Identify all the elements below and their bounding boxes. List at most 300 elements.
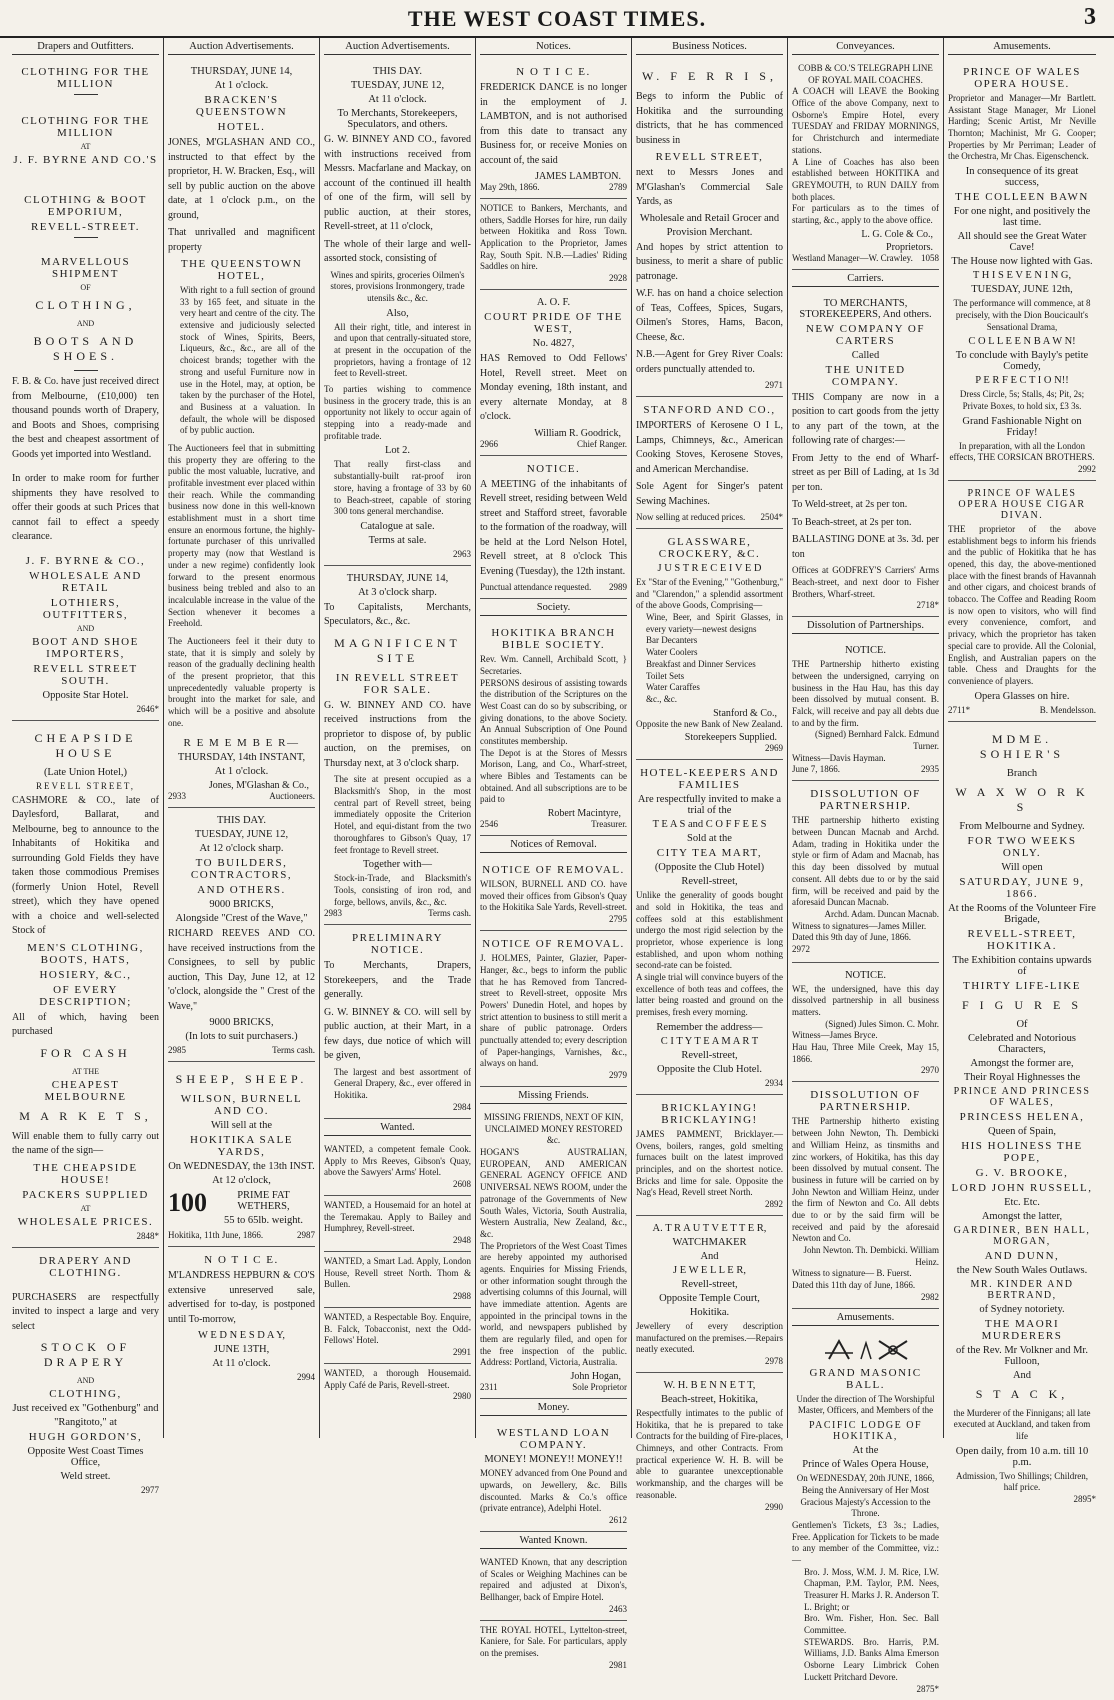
ad-number: 2311: [480, 1382, 498, 1393]
ad-number: 2978: [765, 1356, 783, 1366]
ad-line: Revell-street,: [681, 876, 738, 888]
ad-line: CITY TEA MART,: [656, 847, 763, 860]
masonic-emblem-icon: [792, 1334, 939, 1364]
ad-line: MAGNIFICENT SITE: [334, 635, 461, 665]
ad-number: 2718*: [916, 600, 939, 611]
ad-number: 2982: [921, 1291, 939, 1302]
ad-number: 2934: [765, 1077, 783, 1088]
column-drapers: [8, 38, 164, 1495]
signature: L. G. Cole & Co.,: [861, 228, 933, 240]
ad-line: The Exhibition contains upwards of: [952, 954, 1092, 977]
ad-line: In consequence of its great success,: [965, 166, 1079, 189]
divider: [74, 94, 98, 95]
sheep-auction-ad: [168, 1062, 315, 1247]
column-business: [632, 38, 788, 1512]
holmes-removal: [480, 931, 627, 1087]
ad-line: Hokitika, 11th June, 1866.: [168, 1230, 264, 1241]
ad-line: Their Royal Highnesses the: [963, 1071, 1081, 1083]
loan-company-ad: [480, 1420, 627, 1532]
ad-line: PRINCESS HELENA,: [959, 1110, 1085, 1123]
ad-line: M A R K E T S,: [19, 1108, 152, 1123]
ad-text: WANTED Known, that any description of Scales or Weighing Machines can be repaired and adjusted at Dixon's, Bellhanger, back of Empire Hotel.: [480, 1556, 627, 1602]
ad-text: CASHMORE & CO., late of Daylesford, Ballarat, and Melbourne, beg to announce to the Inhabitants of Hokitika and surrounding Gold Fields they have taken those commodious Premises (formerly Union Hotel, Revell street), which they have opened with a choice and well-selected Stock of: [12, 794, 159, 936]
ad-line: 9000 BRICKS,: [209, 899, 274, 911]
ad-line: On WEDNESDAY, the 13th INST.: [168, 1161, 315, 1173]
ad-text: Respectfully intimates to the public of Hokitika, that he is prepared to take Contracts for the building of Fire-places, Chimneys, and other Contracts. From practical experience W. H. B. will be able to guarantee unexceptionable workmanship, and the charges will be reasonable.: [636, 1408, 783, 1500]
ad-text: MISSING FRIENDS, NEXT OF KIN, UNCLAIMED MONEY RESTORED &c.: [483, 1112, 624, 1146]
ad-number: 2935: [921, 764, 939, 775]
ad-line: "Rangitoto," at: [54, 1417, 117, 1428]
section-heading-missing: Missing Friends.: [480, 1087, 627, 1104]
ad-line: DISSOLUTION OF PARTNERSHIP.: [810, 788, 921, 813]
ad-line: And: [1012, 1369, 1032, 1381]
ad-number: 2948: [453, 1234, 471, 1245]
column-heading: Auction Advertisements.: [324, 38, 471, 55]
ad-text: On WEDNESDAY, 20th JUNE, 1866, Being the Anniversary of Her Most Gracious Majesty's Accession to the Throne.: [796, 1473, 935, 1519]
ad-line: 9000 BRICKS,: [209, 1017, 274, 1029]
ad-text: FREDERICK DANCE is no longer in the employment of J. LAMBTON, and is not authorised from this date to transact any Business for, or receive Monies on account of, the said: [480, 82, 627, 166]
ad-text: The largest and best assortment of General Drapery, &c., ever offered in Hokitika.: [334, 1066, 471, 1101]
ad-line: At 12 o'clock,: [212, 1175, 271, 1187]
ad-line: A. T R A U T V E T T E R,: [652, 1222, 767, 1234]
ad-text: RICHARD REEVES AND CO. have received instructions from the Consignees, to sell by public auction, This Day, June 12, at 12 'o'clock, alongside the " Crest of the Wave,": [168, 928, 315, 1012]
list-item: Toilet Sets: [646, 670, 685, 681]
column-heading: Amusements.: [948, 38, 1096, 55]
ad-text: Witness—Davis Hayman.: [792, 752, 886, 763]
ad-line: AND DUNN,: [984, 1249, 1060, 1262]
simon-mohr-dissolution: [792, 963, 939, 1083]
ad-number: 2892: [765, 1198, 783, 1209]
ad-text: Dress Circle, 5s; Stalls, 4s; Pit, 2s; Private Boxes, to hold six, £3 3s.: [959, 389, 1085, 411]
ad-line: P E R F E C T I O N!!: [975, 375, 1069, 387]
ad-line: R E M E M B E R—: [183, 737, 300, 750]
ad-text: W.F. has on hand a choice selection of Teas, Coffees, Spices, Sugars, Oilmen's Stores, Hams, Bacon, Cheese, &c.: [636, 288, 783, 343]
ad-line: LOTHIERS, OUTFITTERS,: [42, 596, 129, 621]
ad-line: Opera Glasses on hire.: [974, 690, 1070, 702]
ad-number: 2991: [453, 1347, 471, 1358]
ad-line: NOTICE OF REMOVAL.: [482, 864, 625, 877]
ad-line: THIRTY LIFE-LIKE: [963, 979, 1081, 992]
ad-text: Proprietor and Manager—Mr Bartlett. Assistant Stage Manager, Mr Lionel Harding; Scenic Artist, Mr Neville Thornton; Machinist, Mr G. Cooper; Properties by Mr Perriman; Leader of the Orchestra, Mr Chas. Eigenschenck.: [948, 93, 1096, 162]
ad-line: REVELL STREET SOUTH.: [33, 662, 138, 687]
postponed-sale-notice: [168, 1247, 315, 1388]
ad-number: 2895*: [1073, 1494, 1096, 1504]
ad-line: Catalogue at sale.: [360, 520, 435, 532]
ad-number: 2980: [453, 1391, 471, 1402]
ad-text: Wine, Beer, and Spirit Glasses, in every variety—newest designs: [646, 612, 783, 634]
ad-number: 2546: [480, 819, 498, 830]
ad-line: THURSDAY, 14th INSTANT,: [177, 752, 306, 764]
ad-text: THE partnership hitherto existing between Duncan Macnab and Archd. Adam, trading in Hokitika under the style or firm of Adam and Macnab, has this day been dissolved by mutual consent. All debts due to or by the said firm, will be received and paid by the aforesaid Duncan Macnab.: [792, 815, 939, 908]
ad-line: At the Rooms of the Volunteer Fire Brigade,: [948, 902, 1096, 925]
ad-line: Weld street.: [60, 1471, 111, 1482]
ad-line: FOR CASH: [40, 1045, 131, 1060]
ad-line: Terms cash.: [428, 908, 471, 919]
stanford-kerosene-ad: [636, 397, 783, 529]
ad-text: STEWARDS. Bro. Harris, P.M. Williams, J.D. Banks Alma Emerson Osborne Leary Limbrick Cohen Luckett Pritchard Devore.: [804, 1636, 939, 1682]
ad-text: That unrivalled and magnificent property: [168, 227, 315, 253]
ad-line: REVELL-STREET.: [30, 221, 141, 233]
ad-line: CLOTHING,: [35, 298, 136, 312]
ad-line: J. F. BYRNE AND CO.'S: [13, 154, 158, 166]
ad-text: Sole Agent for Singer's patent Sewing Machines.: [636, 481, 783, 507]
ad-line: TO BUILDERS, CONTRACTORS,: [190, 857, 293, 882]
ad-text: Rev. Wm. Cannell, Archibald Scott, } Secretaries.: [480, 654, 627, 676]
ad-line: Westland Manager—W. Crawley.: [792, 252, 913, 263]
ad-text: WILSON, BURNELL AND CO. have moved their offices from Gibson's Quay to the Hokitika Sale Yards, Revell-street.: [480, 879, 627, 913]
ad-line: THURSDAY, JUNE 14,: [190, 66, 293, 77]
cobb-coaches-ad: [792, 59, 939, 270]
ad-line: THURSDAY, JUNE 14,: [346, 572, 449, 584]
ad-text: Witness to signature— B. Fuerst.: [792, 1268, 912, 1279]
ad-line: N O T I C E.: [204, 1254, 279, 1267]
ad-number: 2504*: [760, 512, 783, 522]
signature-title: Sole Proprietor: [572, 1382, 627, 1393]
signature: John Newton. Th. Dembicki. William Heinz.: [803, 1245, 939, 1267]
ad-text: To parties wishing to commence business in the grocery trade, this is an opportunity not likely to occur again of stepping into a ready-made and profitable trade.: [324, 384, 471, 441]
glassware-ad: [636, 529, 783, 760]
ad-line: Hokitika.: [689, 1306, 730, 1318]
ad-number: 2969: [765, 743, 783, 754]
column-auctions-1: [164, 38, 320, 1438]
column-notices: [476, 38, 632, 1670]
ad-number: 2711*: [948, 704, 971, 715]
wanted-ad: [324, 1308, 471, 1364]
ad-text: To Beach-street, at 2s per ton.: [792, 516, 912, 528]
ad-text: From Jetty to the end of Wharf-street as per Bill of Lading, at 1s 3d per ton.: [792, 452, 939, 493]
ad-line: BOOT AND SHOE IMPORTERS,: [32, 635, 139, 660]
ad-number: 2646*: [136, 703, 159, 714]
ad-line: FOR TWO WEEKS ONLY.: [967, 834, 1077, 859]
ad-text: A single trial will convince buyers of the excellence of both teas and coffees, the latter being roasted and ground on the premises, fresh every morning.: [636, 972, 783, 1018]
column-conveyances: [788, 38, 944, 1694]
ad-line: THE COLLEEN BAWN: [955, 191, 1089, 204]
ad-line: Terms cash.: [272, 1045, 315, 1056]
ad-number: 2979: [609, 1070, 627, 1080]
ad-text: The whole of their large and well-assorted stock, consisting of: [324, 238, 471, 264]
ad-line: Grand Fashionable Night on Friday!: [962, 415, 1082, 438]
section-heading-money: Money.: [480, 1399, 627, 1416]
ad-line: Branch: [1006, 767, 1038, 779]
ad-number: 2985: [168, 1045, 186, 1056]
ad-line: F I G U R E S: [961, 997, 1082, 1012]
ad-line: GLASSWARE, CROCKERY, &C.: [658, 536, 761, 560]
signature: Archd. Adam. Duncan Macnab.: [824, 908, 939, 919]
waxworks-ad: [948, 722, 1096, 1510]
ad-text: The Proprietors of the West Coast Times are hereby appointed my authorised agents. Enquiries for Missing Friends, or other information sought through the advertising columns of this Journal, will have immediate attention. Agents are appointed in the principal towns in the world, and newspapers published by them are regularly filed, and open for the free inspection of the public. Address: Portland, Victoria, Australia.: [480, 1240, 627, 1368]
meeting-notice: [480, 456, 627, 600]
ad-line: N O T I C E.: [516, 66, 591, 78]
ad-line: C I T Y T E A M A R T: [660, 1035, 759, 1047]
ad-line: REVELL-STREET, HOKITIKA.: [967, 927, 1077, 952]
bennett-builder-ad: [636, 1373, 783, 1518]
ad-line: COURT PRIDE OF THE WEST,: [484, 311, 623, 336]
binney-stock-auction-ad: [324, 59, 471, 566]
bible-society-ad: [480, 620, 627, 836]
ad-line: Provision Merchant.: [666, 226, 753, 238]
ad-line: COBB & CO.'S TELEGRAPH LINE OF ROYAL MAIL COACHES.: [798, 63, 933, 85]
ad-line: J E W E L L E R,: [673, 1264, 746, 1276]
ad-number: 2970: [921, 1065, 939, 1076]
ad-line: At 11 o'clock.: [368, 94, 427, 105]
ad-line: HIS HOLINESS THE POPE,: [961, 1139, 1083, 1164]
ad-text: Ex "Star of the Evening," "Gothenburg," and "Clarendon," a splendid assortment of the above Goods, Comprising—: [636, 577, 783, 611]
ad-line: Celebrated and Notorious Characters,: [968, 1032, 1076, 1055]
ad-line: THE CHEAPSIDE HOUSE!: [33, 1161, 138, 1186]
section-heading-amusements: Amusements.: [792, 1309, 939, 1326]
ad-line: From Melbourne and Sydney.: [959, 820, 1085, 832]
ad-line: JUNE 13TH,: [213, 1344, 270, 1356]
falck-dissolution: [792, 638, 939, 781]
ad-text: THE ROYAL HOTEL, Lyttelton-street, Kaniere, for Sale. For particulars, apply on the premises.: [480, 1624, 627, 1658]
lot-quantity: 100: [168, 1188, 207, 1218]
ad-line: REVELL STREET,: [36, 780, 135, 791]
ad-line: J U S T R E C E I V E D: [657, 563, 762, 574]
ad-line: May 29th, 1866.: [480, 182, 540, 192]
signature: Robert Macintyre,: [547, 808, 621, 820]
ad-line: STOCK OF DRAPERY: [40, 1340, 131, 1369]
ad-line: BRACKEN'S QUEENSTOWN: [195, 94, 288, 118]
ad-text: All of which, having been purchased: [12, 1011, 159, 1037]
ad-text: PERSONS desirous of assisting towards the distribution of the Scriptures on the West Coast can do so by subscribing, or giving donations, to the above Society. An Annual Subscription of One Pound constitutes membership.: [480, 677, 627, 746]
ad-line: W. H. B E N N E T T,: [663, 1380, 756, 1391]
ad-line: GRAND MASONIC BALL.: [809, 1366, 922, 1391]
ad-text: WANTED, a Respectable Boy. Enquire, B. Falck, Tobacconist, next the Odd-Fellows' Hotel.: [324, 1312, 471, 1346]
ad-line: Alongside "Crest of the Wave,": [175, 913, 308, 925]
ad-line: Queen of Spain,: [988, 1125, 1056, 1137]
ad-line: WHOLESALE AND RETAIL: [29, 569, 142, 594]
ad-line: THE UNITED COMPANY.: [825, 363, 906, 388]
ad-line: Lot 2.: [384, 445, 411, 457]
wanted-ad: [324, 1140, 471, 1196]
ad-line: MR. KINDER AND BERTRAND,: [970, 1278, 1074, 1301]
ad-text: A Line of Coaches has also been established between HOKITIKA and GREYMOUTH, to RUN DAILY from both places.: [792, 156, 939, 202]
ad-text: THE Partnership hitherto existing between John Newton, Th. Dembicki and William Heinz, as tinsmiths and zinc workers, of Hokitika, has this day been dissolved by mutual consent. The business in future will be carried on by John Newton and William Heinz, under the firm of Newton and Co. All debts due to or by the said firm will be received and paid by the aforesaid Newton and Co.: [792, 1116, 939, 1244]
ad-line: Punctual attendance requested.: [480, 582, 592, 593]
ad-line: THIS DAY.: [216, 815, 266, 827]
section-heading-dissolution: Dissolution of Partnerships.: [792, 617, 939, 634]
ad-text: To Capitalists, Merchants, Speculators, &c., &c.: [324, 601, 471, 628]
scales-ad: [480, 1553, 627, 1621]
ad-line: DISSOLUTION OF PARTNERSHIP.: [810, 1089, 921, 1114]
ad-line: Opposite Temple Court,: [659, 1292, 760, 1304]
ad-text: G. W. BINNEY AND CO., favored with instructions received from Messrs. Macfarlane and Mackay, on account of the continued ill health of one of the firm, will sell by public auction, at their stores, Revell-street, at 11 o'clock,: [324, 134, 471, 232]
signature-title: Chief Ranger.: [577, 438, 627, 449]
ad-text: F. B. & Co. have just received direct from Melbourne, (£10,000) ten thousand pounds worth of Drapery, and Boots and Shoes, comprising the best and cheapest assortment of Goods yet imported into Westland.: [12, 376, 159, 460]
ad-line: Amongst the latter,: [981, 1210, 1063, 1222]
queenstown-hotel-ad: [168, 59, 315, 808]
ad-text: Wines and spirits, groceries Oilmen's stores, provisions Ironmongery, trade utensils &c., &c.: [330, 269, 465, 303]
ad-text: N.B.—Agent for Grey River Coals: orders punctually attended to.: [636, 349, 783, 375]
ad-line: Amongst the former are,: [970, 1057, 1074, 1069]
ad-text: PURCHASERS are respectfully invited to inspect a large and very select: [12, 1291, 159, 1332]
ad-number: 2988: [453, 1291, 471, 1301]
ad-line: Also,: [386, 307, 409, 319]
ad-number: 2981: [609, 1659, 627, 1670]
ad-line: (Opposite the Club Hotel): [654, 862, 765, 874]
list-item: &c., &c.: [646, 693, 677, 704]
ad-text: The performance will commence, at 8 precisely, with the Dion Boucicault's Sensational Drama,: [953, 298, 1091, 332]
ad-text: In preparation, with all the London effects, THE CORSICAN BROTHERS.: [949, 440, 1095, 463]
ad-line: Opposite West Coast Times Office,: [27, 1446, 144, 1468]
page-number: 3: [1084, 4, 1096, 30]
ad-number: 2612: [609, 1514, 627, 1525]
wilson-burnell-removal: [480, 857, 627, 931]
signature: B. Mendelsson.: [1039, 704, 1096, 715]
ad-line: AT THE: [71, 1066, 100, 1076]
ad-text: Witness—James Bryce.: [792, 1030, 878, 1041]
signature: JAMES LAMBTON.: [535, 171, 621, 182]
ad-line: HOSIERY, &C.,: [39, 968, 132, 981]
signature: Jones, M'Glashan & Co.,: [208, 780, 309, 792]
ad-line: No. 4827,: [532, 338, 575, 350]
hogan-agency-ad: [480, 1108, 627, 1399]
ad-line: For one night, and positively the last time.: [953, 206, 1091, 229]
ad-line: OF: [80, 283, 91, 292]
ad-text: THIS Company are now in a position to cart goods from the jetty to any part of the town, at the following rate of charges:—: [792, 391, 939, 447]
ad-line: Wholesale and Retail Grocer and: [639, 212, 780, 224]
ad-line: THIS DAY.: [372, 66, 422, 77]
ad-line: BOOTS AND SHOES.: [33, 334, 138, 363]
ad-line: At 11 o'clock.: [212, 1358, 271, 1370]
ad-line: Called: [851, 349, 880, 361]
ad-number: 2789: [609, 182, 627, 192]
ad-text: IMPORTERS of Kerosene O I L, Lamps, Chimneys, &c., American Cooking Stoves, Kerosene Stoves, and American Merchandise.: [636, 420, 783, 475]
wanted-ad: [324, 1364, 471, 1407]
ad-line: NOTICE.: [526, 462, 581, 475]
ad-line: Revell-street,: [681, 1278, 738, 1290]
ad-text: J. HOLMES, Painter, Glazier, Paper-Hanger, &c., begs to inform the public that he has Removed from Tancred-street to Revell-street, opposite Mrs Powers' Dunedin Hotel, and hopes by strict attention to business to still merit a share of public patronage. Orders punctually attended to; every description of Paper-hangings, Varnishes, &c., always on hand.: [480, 953, 627, 1069]
column-heading: Auction Advertisements.: [168, 38, 315, 55]
ad-number: 2983: [324, 908, 342, 919]
ad-text: JONES, M'GLASHAN AND CO., instructed to that effect by the proprietor, H. W. Bracken, Esq., will sell by public auction on the above date, at 1 o'clock p.m., on the ground,: [168, 137, 315, 221]
ad-line: Prince of Wales Opera House,: [802, 1459, 929, 1471]
ad-line: Together with—: [363, 859, 432, 871]
hugh-gordon-ad: [12, 1248, 159, 1502]
ad-text: To Weld-street, at 2s per ton.: [792, 499, 908, 511]
divider: [74, 237, 98, 238]
ad-text: WANTED, a Smart Lad. Apply, London House, Revell street North. Thom & Bullen.: [324, 1255, 471, 1290]
ad-text: Bro. J. Moss, W.M. J. M. Rice, I.W. Chapman, P.M. Taylor, P.M. Nees, Treasurer H. Marks J. R. Anderson T. L. Bright; or: [804, 1566, 939, 1612]
newton-dissolution: [792, 1082, 939, 1308]
ad-line: GARDINER, BEN HALL, MORGAN,: [953, 1224, 1091, 1247]
ad-text: THE proprietor of the above establishment begs to inform his friends and the public of Hokitika that he has opened, this day, the above-mentioned place with the finest brands of Havannah and other cigars, and choicest brands of tobacco. The Coffee and Reading Room is now open to visitors, who will find every convenience, comfort, and privacy, which the proprietor has taken special care to provide. All the Colonial, English, and Australian papers on the table. Chess and Draughts for the convenience of players.: [948, 523, 1096, 686]
carters-company-ad: [792, 291, 939, 618]
ad-line: THE QUEENSTOWN HOTEL,: [180, 258, 303, 282]
ad-text: BALLASTING DONE at 3s. 3d. per ton: [792, 534, 939, 560]
masonic-ball-ad: [792, 1330, 939, 1700]
ad-line: MONEY! MONEY!! MONEY!!: [484, 1454, 623, 1466]
bricklaying-ad: [636, 1095, 783, 1216]
ad-text: next to Messrs Jones and M'Glashan's Commercial Sale Yards, as: [636, 167, 783, 207]
opera-house-ad: [948, 59, 1096, 481]
ad-text: All their right, title, and interest in and upon that centrally-situated store, at present in the occupation of the proprietors, having a frontage of 12 feet to Revell-street.: [334, 321, 471, 379]
ad-line: CLOTHING,: [49, 1388, 122, 1400]
cheapside-house-ad: [12, 721, 159, 1248]
ad-line: MEN'S CLOTHING, BOOTS, HATS,: [27, 941, 144, 966]
list-item: Water Caraffes: [646, 682, 700, 693]
lambton-notice: [480, 59, 627, 199]
ad-text: Stock-in-Trade, and Blacksmith's Tools, consisting of iron rod, and forge, bellows, anvils, &c., &c.: [334, 873, 471, 907]
ad-line: OF EVERY DESCRIPTION;: [39, 983, 132, 1008]
ad-line: W A X W O R K S: [955, 784, 1089, 814]
royal-hotel-ad: [480, 1621, 627, 1676]
ad-line: WATCHMAKER: [672, 1236, 747, 1248]
ad-text: M'LANDRESS HEPBURN & CO'S extensive unreserved sale, advertised for to-day, is postponed until To-morrow,: [168, 1270, 315, 1325]
ad-line: C O L L E E N B A W N!: [968, 336, 1076, 348]
signature-title: Treasurer.: [591, 819, 627, 830]
ad-text: Offices at GODFREY'S Carriers' Arms Beach-street, and next door to Fisher Brothers, Wharf-street.: [792, 565, 939, 599]
ad-number: 2933: [168, 791, 186, 802]
ad-line: WILSON, BURNELL AND CO.: [180, 1093, 303, 1118]
ad-line: J. F. BYRNE & CO.,: [25, 554, 146, 567]
bricks-auction-ad: [168, 808, 315, 1062]
ad-number: 2966: [480, 438, 498, 449]
ad-line: W. F E R R I S,: [642, 69, 777, 83]
ad-line: PACIFIC LODGE OF HOKITIKA,: [808, 1420, 923, 1443]
ad-text: Jewellery of every description manufactured on the premises.—Repairs neatly executed.: [636, 1320, 783, 1355]
ad-number: 2875*: [916, 1683, 939, 1694]
ad-number: 2463: [609, 1603, 627, 1614]
ad-number: 2963: [453, 548, 471, 559]
ad-text: Opposite the new Bank of New Zealand.: [636, 718, 783, 729]
ad-line: At 1 o'clock.: [214, 766, 269, 778]
ad-line: The House now lighted with Gas.: [951, 256, 1093, 268]
ad-text: Begs to inform the Public of Hokitika and the surrounding districts, that he has commenced business in: [636, 91, 783, 146]
signature: John Hogan,: [570, 1371, 621, 1383]
list-item: Breakfast and Dinner Services: [646, 658, 756, 669]
ad-line: A. O. F.: [536, 297, 571, 309]
ad-text: Hau Hau, Three Mile Creek, May 15, 1866.: [792, 1042, 939, 1064]
ad-line: (Late Union Hotel,): [43, 766, 128, 778]
ad-line: MDME. SOHIER'S: [979, 731, 1065, 761]
ad-line: Now selling at reduced prices.: [636, 512, 746, 522]
ad-line: NOTICE.: [844, 969, 887, 981]
ad-line: LORD JOHN RUSSELL,: [951, 1181, 1093, 1194]
section-heading-wanted: Wanted.: [324, 1119, 471, 1136]
ad-line: 55 to 65lb. weight.: [223, 1215, 304, 1227]
ad-line: NEW COMPANY OF CARTERS: [805, 322, 925, 347]
ad-text: That really first-class and substantially-built rat-proof iron store, having a frontage of 33 by 60 to Beach-street, capable of storing 300 tons general merchandise.: [334, 459, 471, 517]
ad-line: TUESDAY, JUNE 12,: [350, 80, 445, 91]
signature: Stanford & Co.,: [713, 707, 777, 719]
ad-line: Remember the address—: [656, 1021, 763, 1033]
ad-number: 2608: [453, 1178, 471, 1189]
ad-line: TUESDAY, JUNE 12,: [194, 829, 289, 841]
ad-text: The Depot is at the Stores of Messrs Morison, Lang, and Co., Wharf-street, where Bibles and Testaments can be obtained. And all subscriptions are to be paid to: [480, 747, 627, 805]
ad-line: Will open: [1001, 861, 1043, 873]
ad-line: To conclude with Bayly's petite Comedy,: [955, 350, 1089, 373]
city-tea-mart-ad: [636, 760, 783, 1095]
ad-line: STANFORD AND CO.,: [643, 404, 776, 416]
ad-text: NOTICE to Bankers, Merchants, and others, Saddle Horses for hire, run daily between Hokitika and Ross Town. Application to the Proprietor, James Ray, South Spit. N.B.—Ladies' Riding Saddles on hire.: [480, 203, 627, 272]
ad-line: CLOTHING & BOOT EMPORIUM,: [24, 194, 147, 218]
ad-number: 2984: [453, 1101, 471, 1112]
ad-text: WANTED, a Housemaid for an hotel at the Teremakau. Apply to Bailey and Humphrey, Revell-street.: [324, 1199, 471, 1234]
ad-text: WE, the undersigned, have this day dissolved partnership in all business matters.: [792, 983, 939, 1017]
column-auctions-2: [320, 38, 476, 1438]
ad-line: T E A S and C O F F E E S: [652, 819, 767, 831]
ad-line: PRINCE OF WALES OPERA HOUSE CIGAR DIVAN.: [958, 487, 1086, 521]
column-heading: Notices.: [480, 38, 627, 55]
ad-line: AND OTHERS.: [197, 884, 286, 897]
ad-line: G. V. BROOKE,: [975, 1166, 1069, 1179]
ad-line: MARVELLOUS SHIPMENT: [40, 256, 131, 280]
byrne-clothing-ad: [12, 59, 159, 721]
ad-line: SATURDAY, JUNE 9, 1866.: [959, 875, 1085, 900]
signature: William R. Goodrick,: [534, 427, 621, 439]
ad-line: (In lots to suit purchasers.): [185, 1031, 298, 1043]
